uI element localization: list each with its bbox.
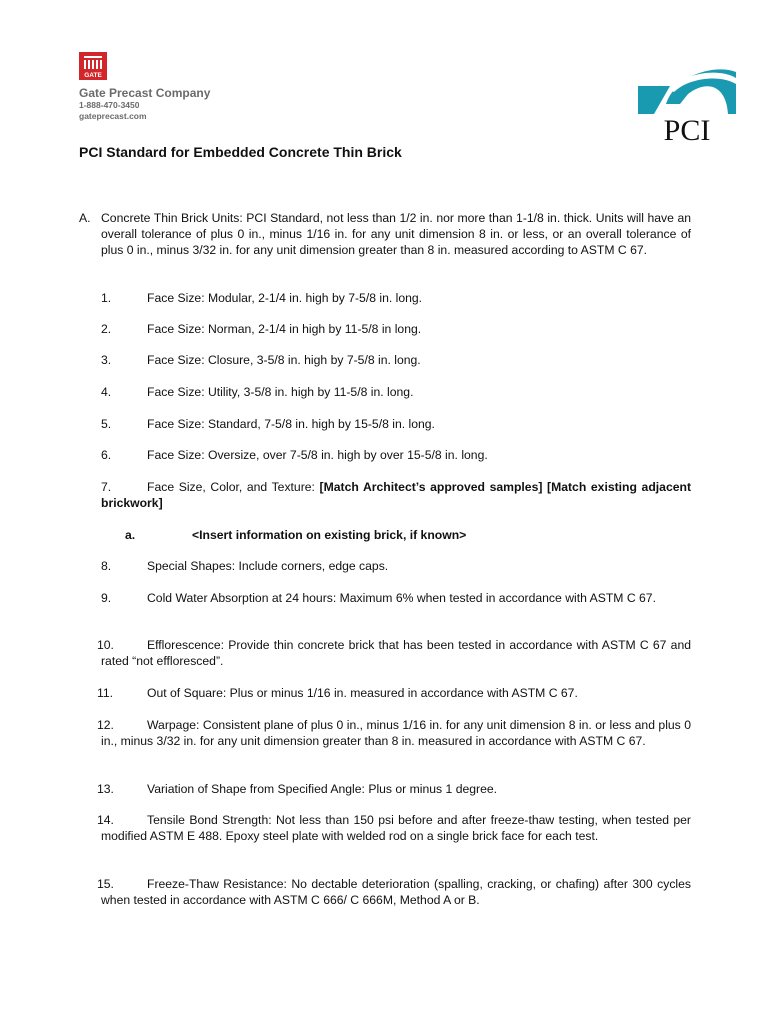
gate-logo bbox=[79, 52, 107, 80]
item-text: Freeze-Thaw Resistance: No dectable deterioration (spalling, cracking, or chafing) after 300 cycles when tested in accordance with ASTM C 666/ C 666M, Method A or B. bbox=[101, 877, 691, 907]
list-item bbox=[101, 290, 691, 306]
item-number: 15. bbox=[97, 877, 114, 891]
item-number: 2. bbox=[101, 322, 112, 336]
item-text: Out of Square: Plus or minus 1/16 in. measured in accordance with ASTM C 67. bbox=[147, 686, 578, 700]
item-number: 5. bbox=[101, 417, 112, 431]
list-item bbox=[97, 685, 691, 701]
list-item bbox=[101, 321, 691, 337]
item-text-plain: Face Size, Color, and Texture: bbox=[147, 480, 320, 494]
item-number: 8. bbox=[101, 559, 112, 573]
list-item bbox=[97, 812, 691, 844]
section-a-label: A. bbox=[79, 211, 91, 225]
item-text: Face Size: Norman, 2-1/4 in high by 11-5/8 in long. bbox=[147, 322, 422, 336]
list-item bbox=[101, 352, 691, 368]
document-title: PCI Standard for Embedded Concrete Thin Brick bbox=[79, 144, 402, 160]
item-text: Face Size: Utility, 3-5/8 in. high by 11-5/8 in. long. bbox=[147, 385, 414, 399]
item-text: Face Size: Closure, 3-5/8 in. high by 7-5/8 in. long. bbox=[147, 353, 421, 367]
list-item bbox=[101, 558, 691, 574]
list-item bbox=[101, 416, 691, 432]
item-number: 13. bbox=[97, 782, 114, 796]
item-number: 1. bbox=[101, 291, 112, 305]
gate-logo-text: GATE bbox=[84, 72, 102, 79]
item-text: Face Size: Standard, 7-5/8 in. high by 15-5/8 in. long. bbox=[147, 417, 435, 431]
item-text: Efflorescence: Provide thin concrete brick that has been tested in accordance with ASTM C 67 and rated “not effloresced”. bbox=[101, 638, 691, 668]
list-item bbox=[101, 479, 691, 511]
list-item bbox=[97, 781, 691, 797]
pci-logo-text: PCI bbox=[663, 114, 711, 144]
item-text-bold: [Match Architect’s approved samples] [Match existing adjacent brickwork] bbox=[101, 480, 691, 510]
item-text: Face Size: Modular, 2-1/4 in. high by 7-5/8 in. long. bbox=[147, 291, 423, 305]
item-number: 12. bbox=[97, 718, 114, 732]
item-number: 9. bbox=[101, 591, 112, 605]
item-text: Tensile Bond Strength: Not less than 150 psi before and after freeze-thaw testing, when tested per modified ASTM E 488. Epoxy steel plate with welded rod on a single brick face for each test. bbox=[101, 813, 691, 843]
sub-item-text: <Insert information on existing brick, if known> bbox=[192, 528, 467, 542]
item-number: 7. bbox=[101, 480, 112, 494]
list-item bbox=[101, 384, 691, 400]
section-a-text: Concrete Thin Brick Units: PCI Standard, not less than 1/2 in. nor more than 1-1/8 in. thick. Units will have an overall tolerance of plus 0 in., minus 1/16 in. for any unit dimension 8 in. or less, or an overall tolerance of plus 0 in., minus 3/32 in. for any unit dimension greater than 8 in. measured according to ASTM C 67. bbox=[101, 211, 691, 257]
item-number: 3. bbox=[101, 353, 112, 367]
item-number: 6. bbox=[101, 448, 112, 462]
item-text: Warpage: Consistent plane of plus 0 in., minus 1/16 in. for any unit dimension 8 in. or less and plus 0 in., minus 3/32 in. for any unit dimension greater than 8 in. measured in accordance with ASTM C 67. bbox=[101, 718, 691, 748]
company-name: Gate Precast Company bbox=[79, 86, 211, 100]
sub-item-label: a. bbox=[125, 528, 136, 542]
item-number: 14. bbox=[97, 813, 114, 827]
pci-logo bbox=[636, 64, 738, 144]
list-item bbox=[97, 717, 691, 749]
item-text: Variation of Shape from Specified Angle: Plus or minus 1 degree. bbox=[147, 782, 498, 796]
company-website: gateprecast.com bbox=[79, 111, 147, 121]
company-block bbox=[79, 86, 210, 122]
company-phone: 1-888-470-3450 bbox=[79, 100, 140, 110]
item-text bbox=[101, 479, 691, 511]
section-a bbox=[79, 210, 691, 258]
item-number: 4. bbox=[101, 385, 112, 399]
list-item bbox=[97, 637, 691, 669]
item-number: 10. bbox=[97, 638, 114, 652]
list-item bbox=[101, 447, 691, 463]
list-item bbox=[97, 876, 691, 908]
list-item bbox=[101, 590, 691, 606]
item-text: Cold Water Absorption at 24 hours: Maximum 6% when tested in accordance with ASTM C 67. bbox=[147, 591, 656, 605]
item-text: Special Shapes: Include corners, edge caps. bbox=[147, 559, 389, 573]
sub-item-7a bbox=[125, 527, 466, 543]
item-text: Face Size: Oversize, over 7-5/8 in. high by over 15-5/8 in. long. bbox=[147, 448, 488, 462]
item-number: 11. bbox=[97, 686, 114, 700]
